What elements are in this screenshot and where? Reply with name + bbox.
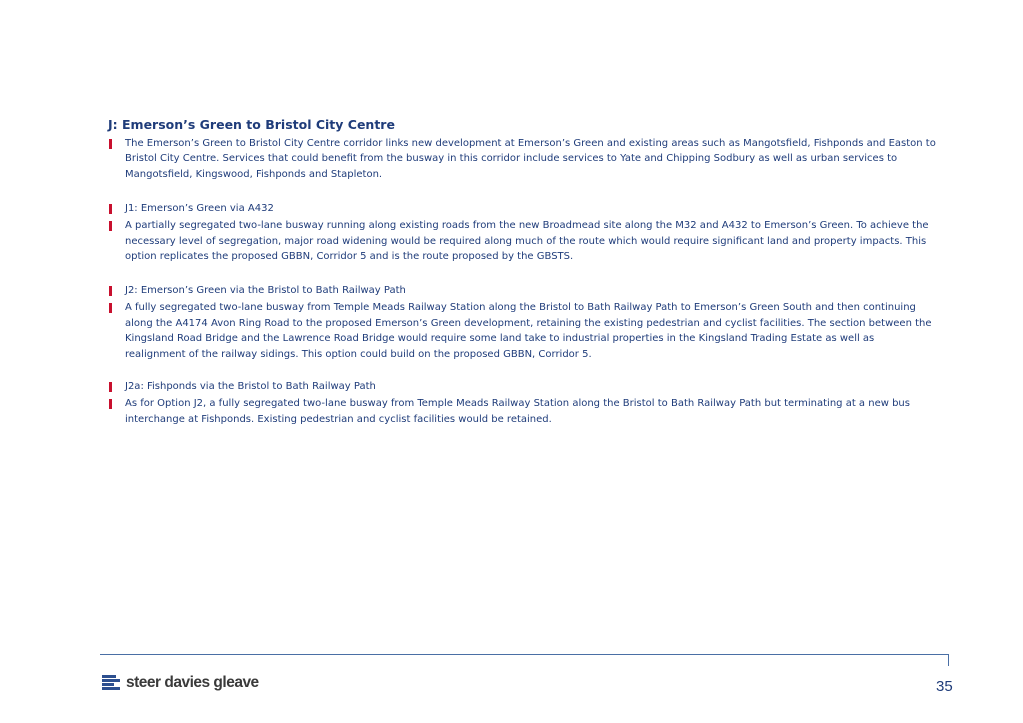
- option-description-bullet: [108, 300, 936, 362]
- option-j2: [108, 283, 936, 362]
- bullet-marker-icon: [109, 286, 112, 296]
- option-j1: [108, 201, 936, 265]
- option-description: A fully segregated two-lane busway from Temple Meads Railway Station along the Bristol to Bath Railway Path to Emerson’s Green South and then continuing along the A4174 Avon Ring Road to the proposed Emerson’s Green development, retaining the existing pedestrian and cyclist facilities. The section between the Kingsland Road Bridge and the Lawrence Road Bridge would require some land take to industrial properties in the Kingsland Trading Estate as well as realignment of the railway sidings. This option could build on the proposed GBBN, Corridor 5.: [125, 302, 932, 360]
- bullet-marker-icon: [109, 399, 112, 409]
- option-description: A partially segregated two-lane busway running along existing roads from the new Broadmead site along the M32 and A432 to Emerson’s Green. To achieve the necessary level of segregation, major road widening would be required along much of the route which would require significant land and property impacts. This option replicates the proposed GBBN, Corridor 5 and is the route proposed by the GBSTS.: [125, 220, 929, 263]
- option-title-bullet: [108, 283, 936, 298]
- bullet-marker-icon: [109, 303, 112, 313]
- option-description-bullet: [108, 218, 936, 264]
- option-title-bullet: [108, 201, 936, 216]
- bullet-marker-icon: [109, 221, 112, 231]
- page-number: 35: [936, 678, 953, 695]
- option-j2a: [108, 379, 936, 427]
- option-title: J2: Emerson’s Green via the Bristol to Bath Railway Path: [125, 285, 406, 296]
- bullet-marker-icon: [109, 382, 112, 392]
- intro-section: [108, 136, 936, 182]
- intro-text: The Emerson’s Green to Bristol City Centre corridor links new development at Emerson’s Green and existing areas such as Mangotsfield, Fishponds and Easton to Bristol City Centre. Services that could benefit from the busway in this corridor include services to Yate and Chipping Sodbury as well as urban services to Mangotsfield, Kingswood, Fishponds and Stapleton.: [125, 138, 936, 180]
- intro-bullet: [108, 136, 936, 182]
- option-title: J1: Emerson’s Green via A432: [125, 203, 274, 214]
- logo-text: steer davies gleave: [126, 674, 259, 691]
- option-title-bullet: [108, 379, 936, 394]
- bullet-marker-icon: [109, 139, 112, 149]
- section-heading: J: Emerson’s Green to Bristol City Centre: [108, 117, 395, 132]
- bullet-marker-icon: [109, 204, 112, 214]
- logo-stripes-icon: [102, 674, 120, 692]
- footer-rule: [100, 654, 949, 655]
- footer-rule-tick: [948, 654, 949, 666]
- company-logo: [102, 673, 259, 693]
- option-description: As for Option J2, a fully segregated two-lane busway from Temple Meads Railway Station along the Bristol to Bath Railway Path but terminating at a new bus interchange at Fishponds. Existing pedestrian and cyclist facilities would be retained.: [125, 398, 910, 425]
- option-description-bullet: [108, 396, 936, 427]
- option-title: J2a: Fishponds via the Bristol to Bath Railway Path: [125, 381, 376, 392]
